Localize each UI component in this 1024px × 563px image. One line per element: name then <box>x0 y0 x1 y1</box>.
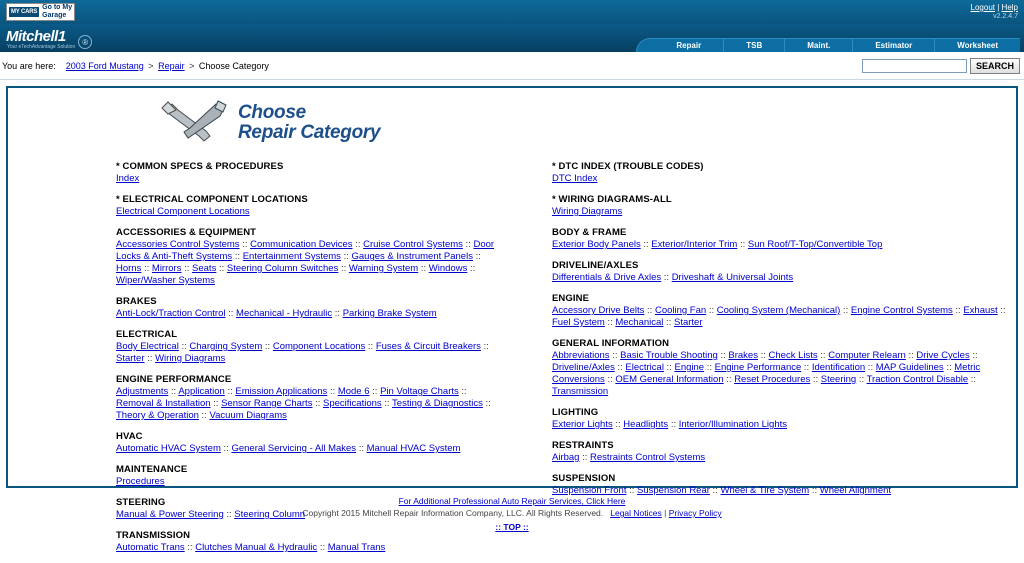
category-link[interactable]: Body Electrical <box>116 341 179 352</box>
link-separator: :: <box>220 443 232 454</box>
category-link[interactable]: Warning System <box>348 263 419 274</box>
breadcrumb-separator-1: > <box>148 60 154 71</box>
link-separator: :: <box>225 308 237 319</box>
link-separator: :: <box>604 374 616 385</box>
category-link[interactable]: Wiring Diagrams <box>552 206 623 217</box>
tab-repair[interactable]: Repair <box>654 38 723 52</box>
category-group <box>116 296 502 320</box>
privacy-policy-link[interactable]: Privacy Policy <box>668 508 722 518</box>
link-separator: :: <box>609 350 621 361</box>
category-group <box>116 497 502 521</box>
logout-link[interactable]: Logout <box>970 3 995 12</box>
category-link[interactable]: General Servicing - All Makes <box>231 443 357 454</box>
category-link-list <box>552 485 1006 497</box>
category-link-list <box>552 452 1006 464</box>
category-link[interactable]: Differentials & Drive Axles <box>552 272 662 283</box>
breadcrumb-vehicle-link[interactable]: 2003 Ford Mustang <box>65 60 144 71</box>
category-group-heading: ENGINE <box>552 293 590 304</box>
category-link[interactable]: Communication Devices <box>250 239 353 250</box>
category-link[interactable]: Interior/Illumination Lights <box>678 419 787 430</box>
brand-bar <box>0 24 1024 52</box>
category-link[interactable]: Cooling Fan <box>654 305 707 316</box>
category-link[interactable]: Theory & Operation <box>116 410 199 421</box>
category-group <box>552 161 1006 185</box>
category-link[interactable]: OEM General Information <box>615 374 724 385</box>
link-separator: :: <box>612 419 624 430</box>
page-title-line2: Repair Category <box>238 121 381 143</box>
link-separator: :: <box>663 317 674 328</box>
category-link-list <box>552 239 1006 251</box>
category-link-list <box>116 443 502 455</box>
link-separator: :: <box>614 362 626 373</box>
link-separator: :: <box>840 305 851 316</box>
category-group-heading: ACCESSORIES & EQUIPMENT <box>116 227 257 238</box>
category-link[interactable]: Testing & Diagnostics <box>392 398 483 409</box>
category-link[interactable]: Manual Trans <box>327 542 386 553</box>
category-group <box>552 473 1006 497</box>
category-group <box>116 431 502 455</box>
link-separator: :: <box>801 362 812 373</box>
link-separator: :: <box>168 386 179 397</box>
category-link[interactable]: Horns <box>116 263 142 274</box>
link-separator: :: <box>184 542 196 553</box>
category-link-list <box>552 350 1006 398</box>
link-separator: :: <box>338 263 349 274</box>
link-separator: :: <box>327 386 338 397</box>
category-group-heading: MAINTENANCE <box>116 464 188 475</box>
link-separator: :: <box>706 305 717 316</box>
legal-notices-link[interactable]: Legal Notices <box>610 508 662 518</box>
registered-mark-icon: ® <box>78 35 92 49</box>
category-link[interactable]: Engine <box>674 362 705 373</box>
category-link-list <box>552 173 1006 185</box>
category-link[interactable]: Accessories Control Systems <box>116 239 240 250</box>
category-link[interactable]: Pin Voltage Charts <box>380 386 459 397</box>
category-group-heading: * DTC INDEX (TROUBLE CODES) <box>552 161 704 172</box>
category-link[interactable]: Identification <box>811 362 866 373</box>
category-link[interactable]: Abbreviations <box>552 350 610 361</box>
brand-name: Mitchell1 <box>6 28 66 45</box>
category-link[interactable]: Check Lists <box>768 350 818 361</box>
category-link[interactable]: Starter <box>116 353 145 364</box>
category-link[interactable]: Basic Trouble Shooting <box>620 350 718 361</box>
category-link[interactable]: Electrical Component Locations <box>116 206 250 217</box>
version-label: v2.2.4.7 <box>993 13 1018 20</box>
link-separator: :: <box>704 362 715 373</box>
nav-left-curve <box>636 38 654 52</box>
my-garage-label-line1: Go to My <box>42 4 73 11</box>
category-group-heading: LIGHTING <box>552 407 599 418</box>
link-separator: :: <box>141 263 152 274</box>
category-link[interactable]: Windows <box>428 263 468 274</box>
category-group <box>552 407 1006 431</box>
link-separator: :: <box>757 350 769 361</box>
category-link[interactable]: Exterior/Interior Trim <box>651 239 738 250</box>
link-separator: :: <box>480 341 489 352</box>
category-link[interactable]: Gauges & Instrument Panels <box>351 251 473 262</box>
category-link[interactable]: Automatic HVAC System <box>116 443 221 454</box>
footer-legal-sep: | <box>664 508 667 518</box>
category-group <box>552 260 1006 284</box>
category-link-list <box>552 305 1006 329</box>
link-separator: :: <box>224 386 236 397</box>
category-link-list <box>116 386 502 422</box>
category-group <box>116 227 502 287</box>
link-separator: :: <box>856 374 867 385</box>
category-link[interactable]: Starter <box>673 317 703 328</box>
link-separator: :: <box>717 350 729 361</box>
category-link-list <box>116 509 502 521</box>
link-separator: :: <box>369 386 381 397</box>
link-separator: :: <box>352 239 364 250</box>
link-separator: :: <box>640 239 652 250</box>
category-group-heading: * ELECTRICAL COMPONENT LOCATIONS <box>116 194 308 205</box>
back-to-top-link[interactable]: :: TOP :: <box>495 522 529 532</box>
category-link[interactable]: Driveshaft & Universal Joints <box>671 272 794 283</box>
footer-promo-link[interactable]: For Additional Professional Auto Repair Services, Click Here <box>398 496 626 506</box>
category-link[interactable]: Traction Control Disable <box>866 374 969 385</box>
category-link[interactable]: Computer Relearn <box>828 350 906 361</box>
category-link[interactable]: Manual & Power Steering <box>116 509 224 520</box>
category-group-heading: BODY & FRAME <box>552 227 627 238</box>
breadcrumb-row <box>0 52 1024 80</box>
category-group <box>552 338 1006 398</box>
left-category-column <box>8 161 512 563</box>
link-separator: :: <box>905 350 917 361</box>
right-category-column <box>512 161 1016 563</box>
category-link[interactable]: Driveline/Axles <box>552 362 615 373</box>
category-link-list <box>116 173 502 185</box>
link-separator: :: <box>626 485 638 496</box>
search-button[interactable]: SEARCH <box>970 58 1020 74</box>
category-group <box>116 530 502 554</box>
category-group <box>116 161 502 185</box>
category-link[interactable]: Cooling System (Mechanical) <box>716 305 841 316</box>
category-link-list <box>116 476 502 488</box>
category-link[interactable]: Mirrors <box>151 263 182 274</box>
category-link[interactable]: Anti-Lock/Traction Control <box>116 308 226 319</box>
link-separator: :: <box>997 305 1006 316</box>
category-group <box>116 374 502 422</box>
category-link[interactable]: Reset Procedures <box>734 374 811 385</box>
category-link[interactable]: Electrical <box>625 362 664 373</box>
category-link[interactable]: Airbag <box>552 452 580 463</box>
category-link[interactable]: Emission Applications <box>235 386 328 397</box>
brand-tagline: Your eTechAdvantage Solution <box>7 44 76 50</box>
link-separator: :: <box>210 398 222 409</box>
link-separator: :: <box>472 251 481 262</box>
link-separator: :: <box>817 350 829 361</box>
link-separator: :: <box>604 317 616 328</box>
category-group-heading: * COMMON SPECS & PROCEDURES <box>116 161 284 172</box>
top-bar <box>0 0 1024 24</box>
link-separator: :: <box>340 251 352 262</box>
category-link-list <box>552 272 1006 284</box>
link-separator: :: <box>262 341 273 352</box>
tab-maint[interactable]: Maint. <box>784 38 852 52</box>
tab-worksheet[interactable]: Worksheet <box>934 38 1020 52</box>
link-separator: :: <box>365 341 376 352</box>
category-group-heading: SUSPENSION <box>552 473 616 484</box>
link-separator: :: <box>663 362 675 373</box>
category-link[interactable]: Exterior Lights <box>552 419 613 430</box>
link-separator: :: <box>332 308 343 319</box>
link-separator: :: <box>661 272 672 283</box>
category-link[interactable]: Sun Roof/T-Top/Convertible Top <box>747 239 883 250</box>
search-area <box>862 58 1020 74</box>
category-group-heading: ELECTRICAL <box>116 329 178 340</box>
link-separator: :: <box>144 353 156 364</box>
wrench-icon <box>158 98 230 147</box>
link-separator: :: <box>644 305 655 316</box>
top-right-links <box>971 3 1018 21</box>
link-separator: :: <box>968 374 977 385</box>
category-group <box>552 227 1006 251</box>
category-link[interactable]: Steering Column <box>234 509 306 520</box>
category-link[interactable]: Vacuum Diagrams <box>209 410 287 421</box>
category-link[interactable]: Wiring Diagrams <box>155 353 226 364</box>
category-link[interactable]: Fuel System <box>552 317 605 328</box>
category-link[interactable]: Headlights <box>623 419 669 430</box>
category-group <box>116 464 502 488</box>
category-link[interactable]: Suspension Rear <box>637 485 710 496</box>
category-group-heading: * WIRING DIAGRAMS-ALL <box>552 194 672 205</box>
category-link[interactable]: Cruise Control Systems <box>363 239 463 250</box>
category-link[interactable]: DTC Index <box>552 173 598 184</box>
link-separator: :: <box>709 485 721 496</box>
help-link[interactable]: Help <box>1001 3 1018 12</box>
link-separator: :: <box>381 398 393 409</box>
category-link[interactable]: Wiper/Washer Systems <box>116 275 215 286</box>
category-group-heading: GENERAL INFORMATION <box>552 338 670 349</box>
page-title <box>238 103 380 143</box>
my-garage-button[interactable] <box>6 3 75 21</box>
category-link-list <box>116 308 502 320</box>
search-input[interactable] <box>862 59 967 73</box>
category-link[interactable]: Transmission <box>552 386 609 397</box>
link-separator: :: <box>952 305 964 316</box>
category-link[interactable]: Engine Performance <box>714 362 802 373</box>
category-link[interactable]: Metric Conversions <box>552 362 981 385</box>
category-link-list <box>116 542 502 554</box>
category-link[interactable]: Parking Brake System <box>342 308 437 319</box>
category-link-list <box>116 239 502 287</box>
link-separator: :: <box>181 263 193 274</box>
my-garage-label-line2: Garage <box>42 12 67 19</box>
category-link-list <box>116 206 502 218</box>
category-link[interactable]: Steering <box>820 374 857 385</box>
footer-copyright: Copyright 2015 Mitchell Repair Information Company, LLC. All Rights Reserved. <box>302 508 604 518</box>
category-group <box>552 194 1006 218</box>
my-cars-logo: MY CARS <box>11 9 38 15</box>
category-group-heading: STEERING <box>116 497 166 508</box>
category-group <box>116 194 502 218</box>
link-separator: :: <box>579 452 591 463</box>
category-link[interactable]: Brakes <box>728 350 758 361</box>
link-separator: :: <box>943 362 955 373</box>
category-link-list <box>552 419 1006 431</box>
category-link[interactable]: Wheel & Tire System <box>720 485 810 496</box>
category-link[interactable]: Clutches Manual & Hydraulic <box>195 542 318 553</box>
link-separator: :: <box>737 239 748 250</box>
category-link[interactable]: Adjustments <box>116 386 169 397</box>
category-group-heading: BRAKES <box>116 296 157 307</box>
category-link[interactable]: Entertainment Systems <box>242 251 341 262</box>
link-separator: :: <box>668 419 679 430</box>
link-separator: :: <box>467 263 476 274</box>
category-group <box>552 440 1006 464</box>
link-separator: :: <box>178 341 190 352</box>
link-separator: :: <box>458 386 467 397</box>
category-link[interactable]: Charging System <box>189 341 263 352</box>
link-separator: :: <box>809 485 820 496</box>
category-link[interactable]: Wheel Alignment <box>819 485 892 496</box>
category-group-heading: RESTRAINTS <box>552 440 614 451</box>
category-link-list <box>116 341 502 365</box>
category-group-heading: TRANSMISSION <box>116 530 191 541</box>
category-group <box>116 329 502 365</box>
category-link[interactable]: Suspension Front <box>552 485 627 496</box>
category-link[interactable]: Procedures <box>116 476 165 487</box>
breadcrumb-repair-link[interactable]: Repair <box>158 60 185 71</box>
link-separator: :: <box>865 362 876 373</box>
category-link[interactable]: Specifications <box>323 398 382 409</box>
category-group-heading: HVAC <box>116 431 143 442</box>
link-separator: :: <box>232 251 243 262</box>
breadcrumb <box>2 61 269 71</box>
category-link[interactable]: Engine Control Systems <box>850 305 953 316</box>
link-separator: :: <box>723 374 735 385</box>
category-link[interactable]: Application <box>178 386 225 397</box>
category-link[interactable]: Accessory Drive Belts <box>552 305 645 316</box>
category-link[interactable]: Manual HVAC System <box>366 443 461 454</box>
breadcrumb-current: Choose Category <box>198 60 269 71</box>
category-link[interactable]: MAP Guidelines <box>875 362 944 373</box>
main-nav-tabs <box>636 38 1020 52</box>
category-link[interactable]: Mechanical - Hydraulic <box>236 308 333 319</box>
mitchell1-logo[interactable] <box>6 29 92 52</box>
category-group <box>552 293 1006 329</box>
page-title-line1: Choose <box>238 101 306 123</box>
category-group-heading: ENGINE PERFORMANCE <box>116 374 232 385</box>
category-link[interactable]: Component Locations <box>272 341 366 352</box>
category-link[interactable]: Steering Column Switches <box>226 263 339 274</box>
link-separator: :: <box>216 263 227 274</box>
category-link[interactable]: Sensor Range Charts <box>221 398 313 409</box>
link-separator: :: <box>312 398 324 409</box>
my-garage-label <box>42 4 72 20</box>
category-link[interactable]: Fuses & Circuit Breakers <box>375 341 481 352</box>
category-link[interactable]: Exhaust <box>963 305 998 316</box>
breadcrumb-separator-2: > <box>189 60 195 71</box>
link-separator: :: <box>356 443 367 454</box>
link-separator: :: <box>198 410 210 421</box>
link-separator: :: <box>462 239 474 250</box>
link-separator: :: <box>810 374 821 385</box>
category-link[interactable]: Automatic Trans <box>116 542 185 553</box>
category-link[interactable]: Removal & Installation <box>116 398 211 409</box>
category-columns <box>8 153 1016 563</box>
tab-estimator[interactable]: Estimator <box>852 38 934 52</box>
category-link[interactable]: Mode 6 <box>337 386 370 397</box>
link-separator: :: <box>418 263 429 274</box>
category-link[interactable]: Index <box>116 173 140 184</box>
category-group-heading: DRIVELINE/AXLES <box>552 260 639 271</box>
link-separator: :: <box>317 542 328 553</box>
category-link-list <box>552 206 1006 218</box>
breadcrumb-prefix: You are here: <box>2 60 56 71</box>
link-separator: :: <box>969 350 978 361</box>
category-link[interactable]: Mechanical <box>615 317 664 328</box>
category-link[interactable]: Exterior Body Panels <box>552 239 641 250</box>
category-link[interactable]: Drive Cycles <box>916 350 970 361</box>
category-link[interactable]: Restraints Control Systems <box>590 452 706 463</box>
category-link[interactable]: Seats <box>192 263 217 274</box>
links-divider: | <box>997 3 1000 12</box>
tab-tsb[interactable]: TSB <box>723 38 784 52</box>
page-title-area <box>8 88 1016 153</box>
link-separator: :: <box>239 239 251 250</box>
link-separator: :: <box>223 509 235 520</box>
link-separator: :: <box>482 398 491 409</box>
category-link[interactable]: Door Locks & Anti-Theft Systems <box>116 239 495 262</box>
